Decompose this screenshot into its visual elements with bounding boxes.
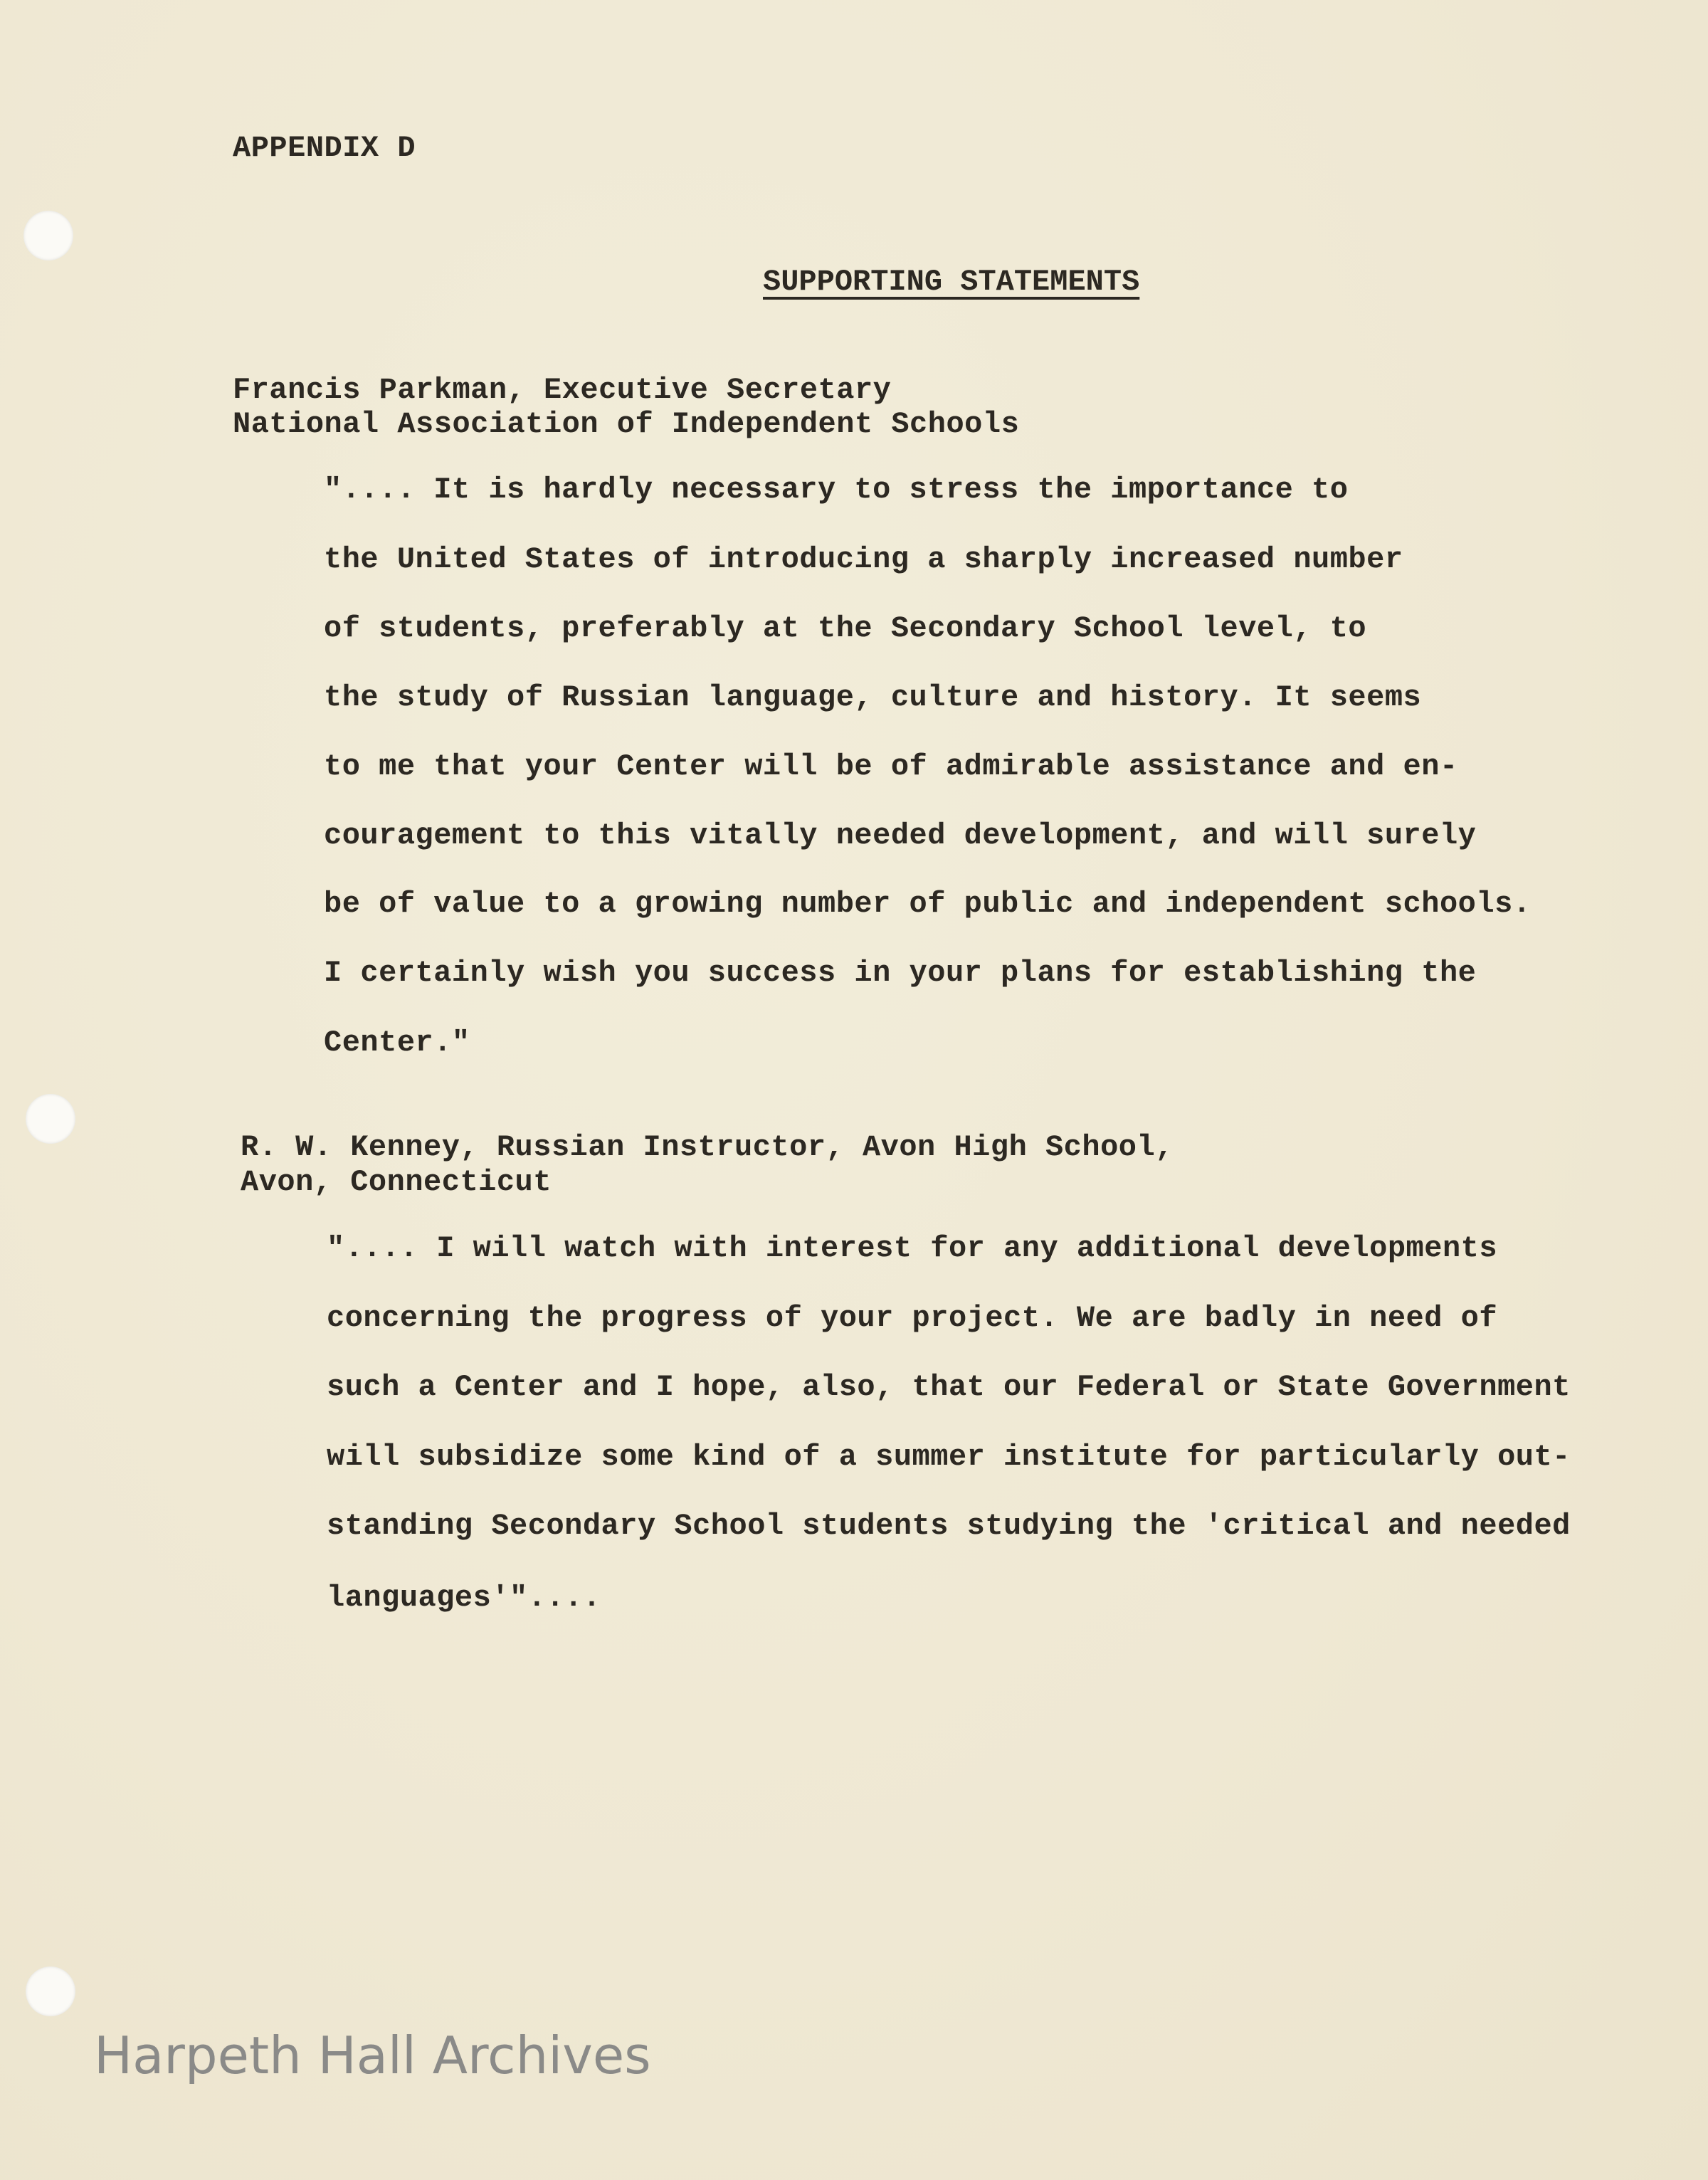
statement-1-quote-line: ".... It is hardly necessary to stress the importance to bbox=[324, 473, 1349, 507]
statement-2-quote-line: standing Secondary School students studying the 'critical and needed bbox=[327, 1509, 1571, 1543]
page-title: SUPPORTING STATEMENTS bbox=[763, 265, 1140, 299]
statement-1-author-line-2: National Association of Independent Schools bbox=[233, 407, 1020, 441]
statement-1-quote-line: I certainly wish you success in your plans for establishing the bbox=[324, 956, 1477, 990]
statement-2-quote-line: such a Center and I hope, also, that our Federal or State Government bbox=[327, 1370, 1571, 1404]
statement-2-author-line-2: Avon, Connecticut bbox=[241, 1165, 552, 1199]
statement-2-quote-line: will subsidize some kind of a summer institute for particularly out- bbox=[327, 1440, 1571, 1474]
punch-hole-top bbox=[23, 211, 73, 260]
statement-1-quote-line: to me that your Center will be of admirable assistance and en- bbox=[324, 749, 1458, 784]
statement-1-quote-line: couragement to this vitally needed development, and will surely bbox=[324, 818, 1477, 853]
statement-1-author-line-1: Francis Parkman, Executive Secretary bbox=[233, 373, 892, 407]
punch-hole-bottom bbox=[26, 1966, 75, 2016]
statement-1-quote-line: of students, preferably at the Secondary School level, to bbox=[324, 611, 1367, 646]
statement-2-quote-line: ".... I will watch with interest for any additional developments bbox=[327, 1231, 1498, 1265]
statement-2-author-line-1: R. W. Kenney, Russian Instructor, Avon High School, bbox=[241, 1130, 1174, 1164]
statement-1-quote-line: be of value to a growing number of public and independent schools. bbox=[324, 887, 1532, 921]
appendix-label: APPENDIX D bbox=[233, 131, 416, 165]
statement-1-quote-line: the United States of introducing a sharply increased number bbox=[324, 542, 1403, 576]
punch-hole-middle bbox=[26, 1094, 75, 1144]
archive-watermark: Harpeth Hall Archives bbox=[94, 2026, 651, 2085]
statement-2-quote-line: languages'".... bbox=[327, 1581, 601, 1615]
statement-1-quote-line: the study of Russian language, culture and history. It seems bbox=[324, 680, 1422, 715]
statement-2-quote-line: concerning the progress of your project. We are badly in need of bbox=[327, 1301, 1498, 1335]
statement-1-quote-line: Center." bbox=[324, 1026, 470, 1060]
